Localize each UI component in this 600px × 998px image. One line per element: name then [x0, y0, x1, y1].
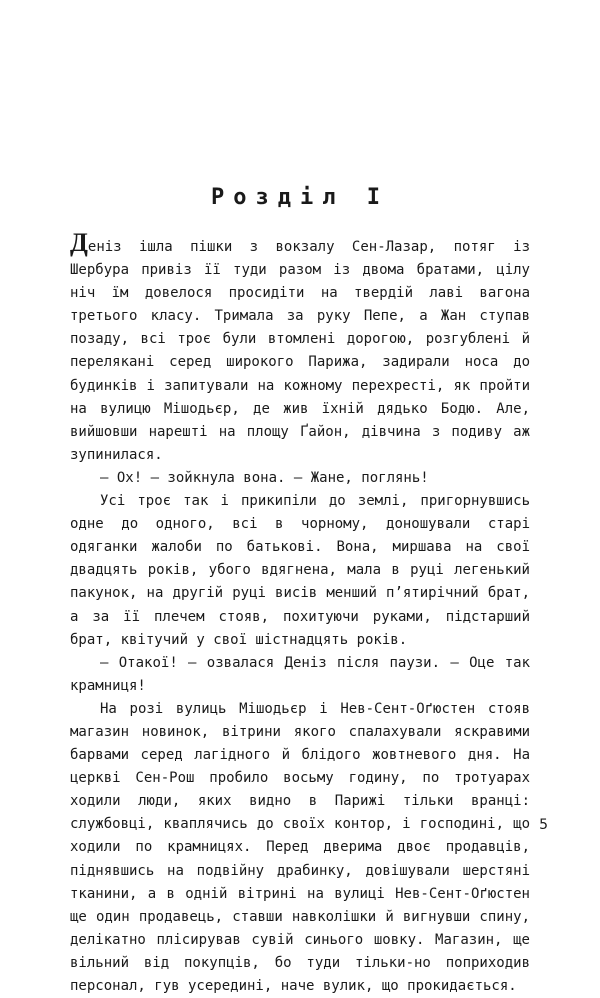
- body-text: [70, 228, 530, 998]
- paragraph-text: Усі троє так і прикипіли до землі, пригорнувшись одне до одного, всі в чорному, доношували старі одяганки жалоби по батькові. Вона, миршава на свої двадцять років, убого вдягнена, мала в руці легенький пакунок, на другій руці висів менший п’ятирічний брат, а за її плечем стояв, похитуючи руками, підстарший брат, квітучий у свої шістнадцять років.: [70, 493, 530, 648]
- drop-cap-letter: Д: [70, 228, 88, 257]
- paragraph: [70, 228, 530, 467]
- paragraph: [70, 698, 530, 998]
- paragraph: [70, 490, 530, 652]
- paragraph-text: еніз ішла пішки з вокзалу Сен-Лазар, потяг із Шербура привіз її туди разом із двома братами, цілу ніч їм довелося просидіти на твердій лаві вагона третього класу. Тримала за руку Пепе, а Жан ступав позаду, всі троє були втомлені дорогою, розгублені й перелякані серед широкого Парижа, задирали носа до будинків і запитували на кожному перехресті, як пройти на вулицю Мішодьєр, де жив їхній дядько Бодю. Але, вийшовши нарешті на площу Ґайон, дівчина з подиву аж зупинилася.: [70, 239, 530, 463]
- paragraph-text: — Отакої! — озвалася Деніз після паузи. — Оце так крамниця!: [70, 654, 530, 694]
- page-number: 5: [539, 817, 548, 833]
- paragraph: [70, 652, 530, 698]
- chapter-title: Розділ I: [211, 185, 389, 210]
- paragraph: [70, 467, 530, 490]
- paragraph-text: На розі вулиць Мішодьєр і Нев-Сент-Оґюстен стояв магазин новинок, вітрини якого спалахували яскравими барвами серед лагідного й блідого жовтневого дня. На церкві Сен-Рош пробило восьму годину, по тротуарах ходили люди, яких видно в Парижі тільки вранці: службовці, кваплячись до своїх контор, і господині, що ходили по крамницях. Перед дверима двоє продавців, піднявшись на подвійну драбинку, довішували шерстяні тканини, а в одній вітрині на вулиці Нев-Сент-Оґюстен ще один продавець, ставши навколішки й вигнувши спину, делікатно плісирував сувій синього шовку. Магазин, ще вільний від покупців, бо туди тільки-но поприходив персонал, гув усередині, наче вулик, що прокидається.: [70, 700, 530, 994]
- paragraph-text: — Ох! — зойкнула вона. — Жане, поглянь!: [100, 469, 429, 486]
